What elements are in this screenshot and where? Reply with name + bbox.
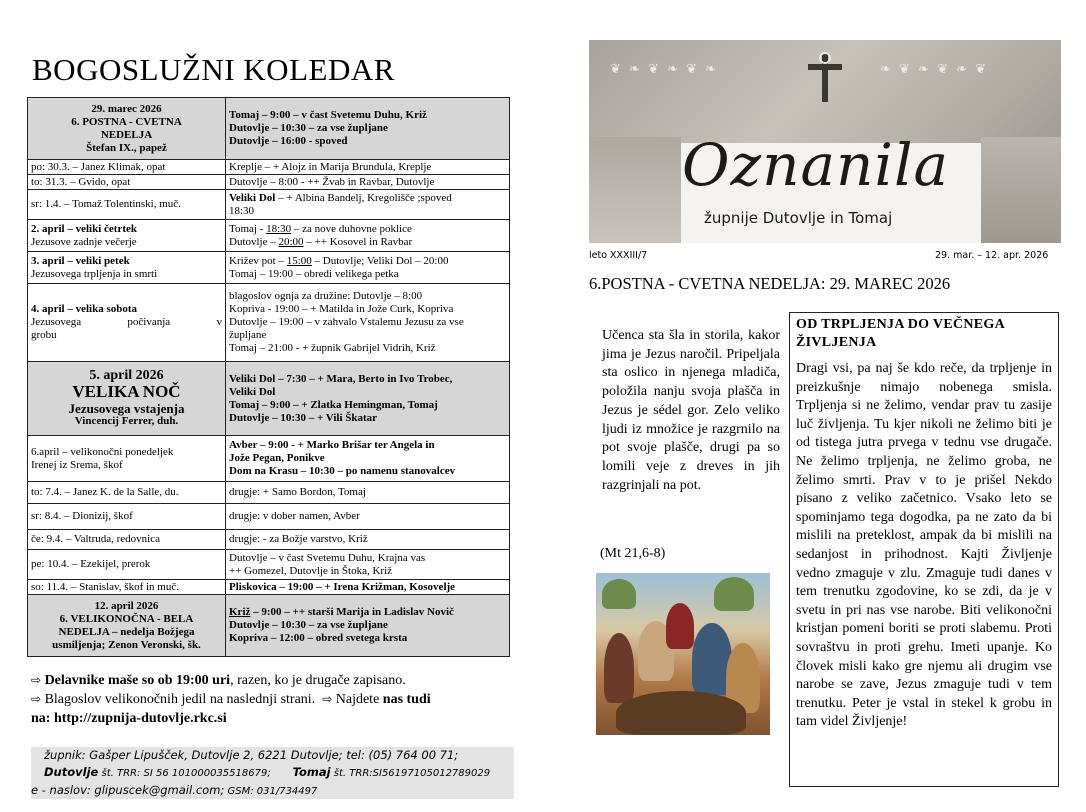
day-cell: 12. april 2026 6. VELIKONOČNA - BELA NEDELJA – nedelja Božjega usmiljenja; Zenon Veronski, šk. (28, 595, 226, 657)
mass-cell: Avber – 9:00 - + Marko Brišar ter Angela in Jože Pegan, Ponikve Dom na Krasu – 10:30 – po namenu stanovalcev (226, 436, 510, 482)
arrow-icon: ⇨ (322, 692, 333, 706)
mass-cell: Pliskovica – 19:00 – + Irena Križman, Kosovelje (226, 580, 510, 595)
gospel-text: Učenca sta šla in storila, kakor jima je Jezus naročil. Pripeljala sta oslico in njenega mladiča, položila nanju svoja plašča in Jezus je sédel gor. Zelo veliko ljudi iz množice je razgrnilo na pot svoje plašče, drugi pa so lomili veje z dreves in jih razgrinjali na pot. (602, 328, 780, 493)
mass-cell: Veliki Dol – + Albina Bandelj, Kregolišče ;spoved 18:30 (226, 190, 510, 220)
newsletter-logo: Oznanila (682, 131, 950, 199)
mass-cell: Križ – 9:00 – ++ starši Marija in Ladislav Novič Dutovlje – 10:30 – za vse župljane Kopriva – 12:00 – obred svetega krsta (226, 595, 510, 657)
table-row (28, 482, 510, 504)
article-box (789, 312, 1059, 787)
table-row (28, 190, 510, 220)
mass-cell: Dutovlje – 8:00 - ++ Žvab in Ravbar, Dutovlje (226, 175, 510, 190)
table-row (28, 362, 510, 436)
table-row (28, 595, 510, 657)
calendar-title: BOGOSLUŽNI KOLEDAR (32, 52, 395, 87)
arrow-icon: ⇨ (31, 673, 42, 687)
day-cell: po: 30.3. – Janez Klimak, opat (28, 160, 226, 175)
table-row (28, 436, 510, 482)
table-row (28, 580, 510, 595)
day-cell: to: 31.3. – Gvido, opat (28, 175, 226, 190)
article-body: Dragi vsi, pa naj še kdo reče, da trpljenje in preizkušnje nimajo nobenega smisla. Trpljenja si ne želimo, vendar prav tu zasije luč življenja. Tu kjer nikoli ne želimo biti je od tistega jutra prvega v tednu vse drugače. Ne želimo trpljenja, ne želimo groba, ne želimo smrti. Prav v to je prišel Nekdo pisano z veliko začetnico. Vsako leto se spominjamo tega dogodka, pa ne zato da bi mislili na preteklost, ampak da bi mislili na sedanjost in prihodnost. Kajti Življenje vedno zmaguje v zlu. Zmaguje tudi danes v tem trenutku zgodovine, ko se zdi, da je v svetu in pri nas vse narobe. Biti velikonočni kristjan pomeni boriti se proti slabemu. Proti sovraštvu in proti grehu. Imeti upanje. Ko človek misli kako gre njemu ali drugim vse narobe se zave, Jezus zmaguje tudi v tem trenutku. Peter je vstal in stekel k grobu in tam videl Življenje! (796, 361, 1052, 730)
mass-cell: Dutovlje – v čast Svetemu Duhu, Krajna vas ++ Gomezel, Dutovlje in Štoka, Križ (226, 550, 510, 580)
arrow-icon: ⇨ (31, 692, 42, 706)
day-cell: so: 11.4. – Stanislav, škof in muč. (28, 580, 226, 595)
mass-cell: Tomaj – 9:00 – v čast Svetemu Duhu, Križ Dutovlje – 10:30 – za vse župljane Dutovlje – 16:00 - spoved (226, 98, 510, 160)
table-row (28, 550, 510, 580)
mass-cell: blagoslov ognja za družine: Dutovlje – 8:00 Kopriva - 19:00 – + Matilda in Jože Curk, Kopriva Dutovlje – 19:00 – v zahvalo Vstalemu Jezusu za vse župljane Tomaj – 21:00 - + župnik Gabrijel Vidrih, Križ (226, 284, 510, 362)
day-cell: 29. marec 2026 6. POSTNA - CVETNA NEDELJA Štefan IX., papež (28, 98, 226, 160)
day-cell: 4. april – velika sobota Jezusovega počivanja v grobu (28, 284, 226, 362)
day-cell: 6.april – velikonočni ponedeljek Irenej iz Srema, škof (28, 436, 226, 482)
table-row (28, 175, 510, 190)
website-link[interactable]: http://zupnija-dutovlje.rkc.si (53, 711, 227, 726)
gospel-reference: (Mt 21,6-8) (600, 546, 666, 561)
vine-ornament-icon: ❧ ❦ ❧ ❦ ❧ ❦ (880, 62, 989, 77)
mass-cell: Veliki Dol – 7:30 – + Mara, Berto in Ivo Trobec, Veliki Dol Tomaj – 9:00 – + Zlatka Hemingman, Tomaj Dutovlje – 10:30 – + Vili Škatar (226, 362, 510, 436)
day-cell: pe: 10.4. – Ezekijel, prerok (28, 550, 226, 580)
palm-sunday-painting (596, 573, 770, 735)
article-title: OD TRPLJENJA DO VEČNEGA ŽIVLJENJA (796, 317, 1005, 350)
crucifix-icon (802, 52, 848, 104)
table-row (28, 530, 510, 550)
table-row (28, 252, 510, 284)
table-row (28, 160, 510, 175)
stone-frame-left (589, 137, 681, 243)
issue-number: leto XXXIII/7 (589, 250, 648, 261)
mass-cell: Križev pot – 15:00 – Dutovlje; Veliki Dol – 20:00 Tomaj – 19:00 – obredi velikega petka (226, 252, 510, 284)
issue-dates: 29. mar. – 12. apr. 2026 (935, 250, 1049, 261)
vine-ornament-icon: ❦ ❧ ❦ ❧ ❦ ❧ (610, 62, 719, 77)
sunday-heading: 6.POSTNA - CVETNA NEDELJA: 29. MAREC 2026 (589, 274, 951, 293)
mass-cell: drugje: + Samo Bordon, Tomaj (226, 482, 510, 504)
table-row (28, 504, 510, 530)
newsletter-subtitle: župnije Dutovlje in Tomaj (704, 209, 893, 227)
notes: ⇨ Delavnike maše so ob 19:00 uri, razen, ko je drugače zapisano. ⇨ Blagoslov velikonočnih jedil na naslednji strani. ⇨ Najdete nas tudi na: http://zupnija-dutovlje.rkc.si (31, 673, 431, 726)
mass-cell: Kreplje – + Alojz in Marija Brundula, Kreplje (226, 160, 510, 175)
table-row (28, 220, 510, 252)
table-row (28, 284, 510, 362)
day-cell: sr: 1.4. – Tomaž Tolentinski, muč. (28, 190, 226, 220)
day-cell: 3. april – veliki petek Jezusovega trpljenja in smrti (28, 252, 226, 284)
day-cell: 5. april 2026 VELIKA NOČ Jezusovega vstajenja Vincencij Ferrer, duh. (28, 362, 226, 436)
day-cell: sr: 8.4. – Dionizij, škof (28, 504, 226, 530)
liturgical-calendar-table (27, 97, 510, 657)
day-cell: to: 7.4. – Janez K. de la Salle, du. (28, 482, 226, 504)
day-cell: 2. april – veliki četrtek Jezusove zadnje večerje (28, 220, 226, 252)
contact-box: župnik: Gašper Lipušček, Dutovlje 2, 6221 Dutovlje; tel: (05) 764 00 71; Dutovlje št. TRR: SI 56 101000035518679; Tomaj št. TRR:SI56197105012789029 e - naslov: glipuscek@gmail.com; GSM: 031/734497 (31, 747, 514, 799)
mass-cell: drugje: v dober namen, Avber (226, 504, 510, 530)
day-cell: če: 9.4. – Valtruda, redovnica (28, 530, 226, 550)
stone-frame-right (981, 137, 1061, 243)
email[interactable]: e - naslov: glipuscek@gmail.com; (31, 783, 225, 797)
mass-cell: Tomaj - 18:30 – za nove duhovne poklice Dutovlje – 20:00 – ++ Kosovel in Ravbar (226, 220, 510, 252)
mass-cell: drugje: - za Božje varstvo, Križ (226, 530, 510, 550)
table-row (28, 98, 510, 160)
